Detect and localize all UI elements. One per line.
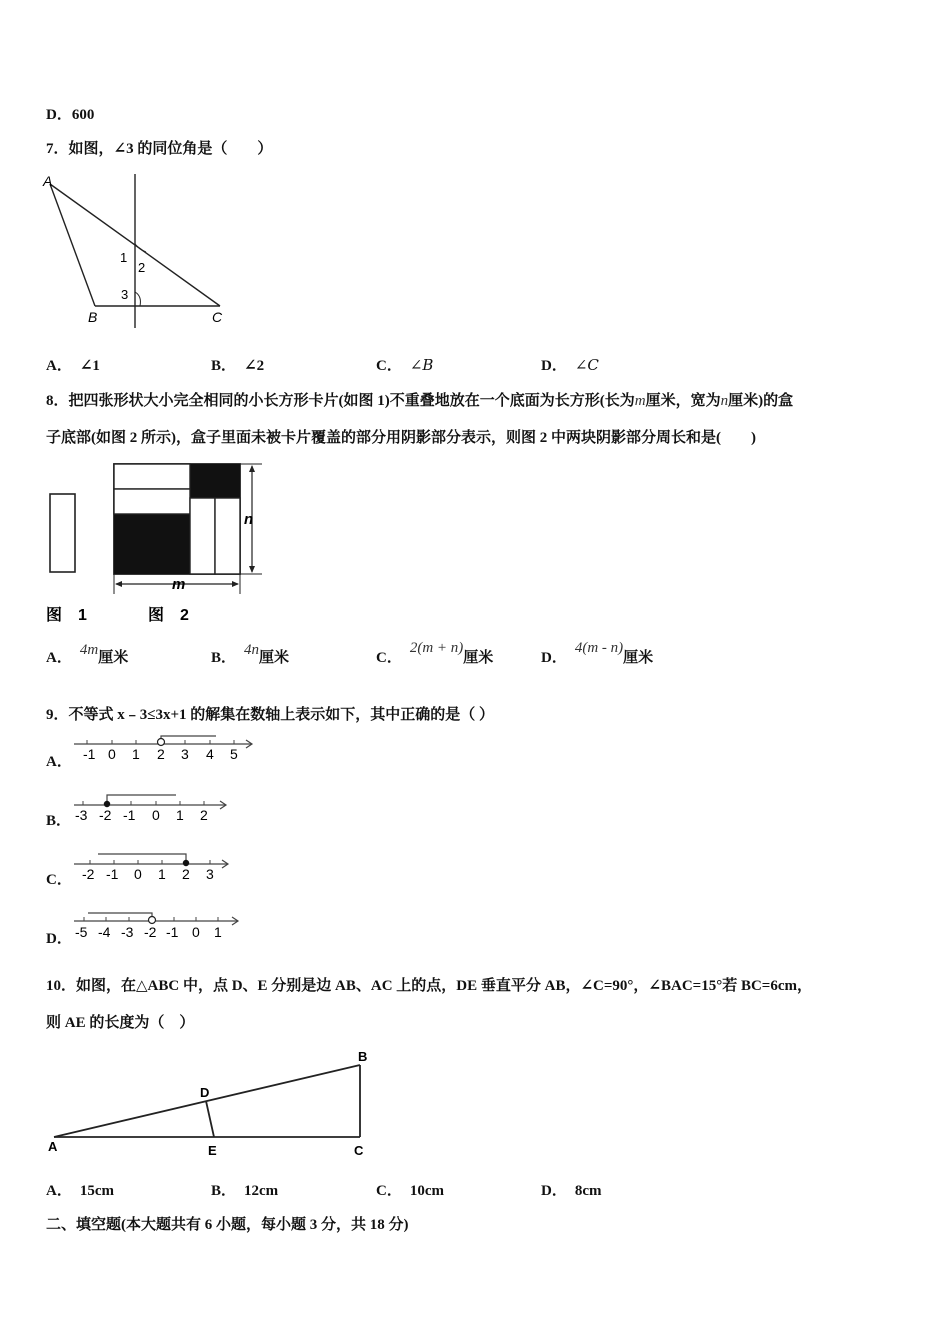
tick-label: 2 xyxy=(157,746,165,762)
q9-option-a-letter[interactable]: A． xyxy=(46,754,72,770)
tick-label: 1 xyxy=(158,866,166,882)
section2-title: 二、填空题(本大题共有 6 小题，每小题 3 分，共 18 分) xyxy=(46,1217,409,1233)
q8-stem-line2: 子底部(如图 2 所示)，盒子里面未被卡片覆盖的部分用阴影部分表示，则图 2 中两块阴影部分周长和是( ) xyxy=(46,430,756,446)
q10-stem-line1: 10．如图，在△ABC 中，点 D、E 分别是边 AB、AC 上的点，DE 垂直平分 AB，∠C=90°，∠BAC=15°若 BC=6cm， xyxy=(46,978,812,994)
q9-number-line-d xyxy=(70,911,250,943)
q8-label-m: m xyxy=(172,576,186,593)
tick-label: -5 xyxy=(75,924,88,940)
tick-label: 3 xyxy=(181,746,189,762)
q7-label-2: 2 xyxy=(138,260,146,275)
q10-label-a: A xyxy=(48,1139,58,1154)
tick-label: 4 xyxy=(206,746,214,762)
q10-option-b[interactable]: B． 12cm xyxy=(211,1183,279,1199)
q7-label-c: C xyxy=(212,309,223,325)
q10-label-b: B xyxy=(358,1049,368,1064)
tick-label: 1 xyxy=(176,807,184,823)
q7-figure xyxy=(40,172,240,337)
tick-label: -3 xyxy=(121,924,134,940)
q9-option-c-letter[interactable]: C． xyxy=(46,872,72,888)
q10-stem-line2: 则 AE 的长度为（ ） xyxy=(46,1015,195,1031)
q7-label-1: 1 xyxy=(120,250,128,265)
q7-option-a[interactable]: A． ∠1 xyxy=(46,358,100,374)
q9-stem: 9．不等式 x﹣3≤3x+1 的解集在数轴上表示如下，其中正确的是（ ） xyxy=(46,707,495,723)
tick-label: -2 xyxy=(82,866,95,882)
tick-label: -4 xyxy=(98,924,111,940)
q10-option-c[interactable]: C． 10cm xyxy=(376,1183,444,1199)
q9-number-line-c xyxy=(70,852,240,884)
q9-number-line-b xyxy=(70,793,240,825)
tick-label: 2 xyxy=(182,866,190,882)
q7-label-3: 3 xyxy=(121,287,129,302)
q8-stem-line1: 8．把四张形状大小完全相同的小长方形卡片(如图 1)不重叠地放在一个底面为长方形(长为m厘米，宽为n厘米)的盒 xyxy=(46,393,794,409)
q9-option-d-letter[interactable]: D． xyxy=(46,931,72,947)
tick-label: 0 xyxy=(192,924,200,940)
q7-option-c[interactable]: C． ∠B xyxy=(376,356,434,374)
q7-label-a: A xyxy=(43,173,53,189)
q8-option-a[interactable]: A． 4m厘米 xyxy=(46,642,129,666)
q10-label-c: C xyxy=(354,1143,364,1158)
q9-number-line-a xyxy=(70,734,260,766)
q8-caption-1: 图 1 xyxy=(46,607,87,624)
tick-label: -1 xyxy=(166,924,179,940)
q10-label-e: E xyxy=(208,1143,217,1158)
tick-label: -3 xyxy=(75,807,88,823)
q7-option-b[interactable]: B． ∠2 xyxy=(211,358,265,374)
q10-option-d[interactable]: D． 8cm xyxy=(541,1183,602,1199)
tick-label: 2 xyxy=(200,807,208,823)
q8-caption-2: 图 2 xyxy=(148,607,189,624)
q8-figure xyxy=(40,458,280,633)
q7-option-d[interactable]: D． ∠C xyxy=(541,356,599,374)
q8-option-c[interactable]: C．2(m + n)厘米 xyxy=(376,640,494,666)
tick-label: 5 xyxy=(230,746,238,762)
tick-label: 0 xyxy=(152,807,160,823)
q6-option-d: D．600 xyxy=(46,107,95,123)
q10-option-a[interactable]: A． 15cm xyxy=(46,1183,114,1199)
tick-label: 0 xyxy=(108,746,116,762)
tick-label: 1 xyxy=(214,924,222,940)
q9-option-b-letter[interactable]: B． xyxy=(46,813,72,829)
tick-label: -1 xyxy=(106,866,119,882)
tick-label: 0 xyxy=(134,866,142,882)
tick-label: 1 xyxy=(132,746,140,762)
tick-label: 3 xyxy=(206,866,214,882)
q8-option-d[interactable]: D．4(m - n)厘米 xyxy=(541,640,654,666)
q10-label-d: D xyxy=(200,1085,210,1100)
tick-label: -2 xyxy=(99,807,112,823)
q8-label-n: n xyxy=(244,511,254,528)
tick-label: -2 xyxy=(144,924,157,940)
tick-label: -1 xyxy=(123,807,136,823)
q10-figure xyxy=(40,1045,380,1165)
q7-label-b: B xyxy=(88,309,98,325)
tick-label: -1 xyxy=(83,746,96,762)
q7-stem: 7．如图，∠3 的同位角是（ ） xyxy=(46,141,273,157)
q8-option-b[interactable]: B． 4n厘米 xyxy=(211,642,290,666)
